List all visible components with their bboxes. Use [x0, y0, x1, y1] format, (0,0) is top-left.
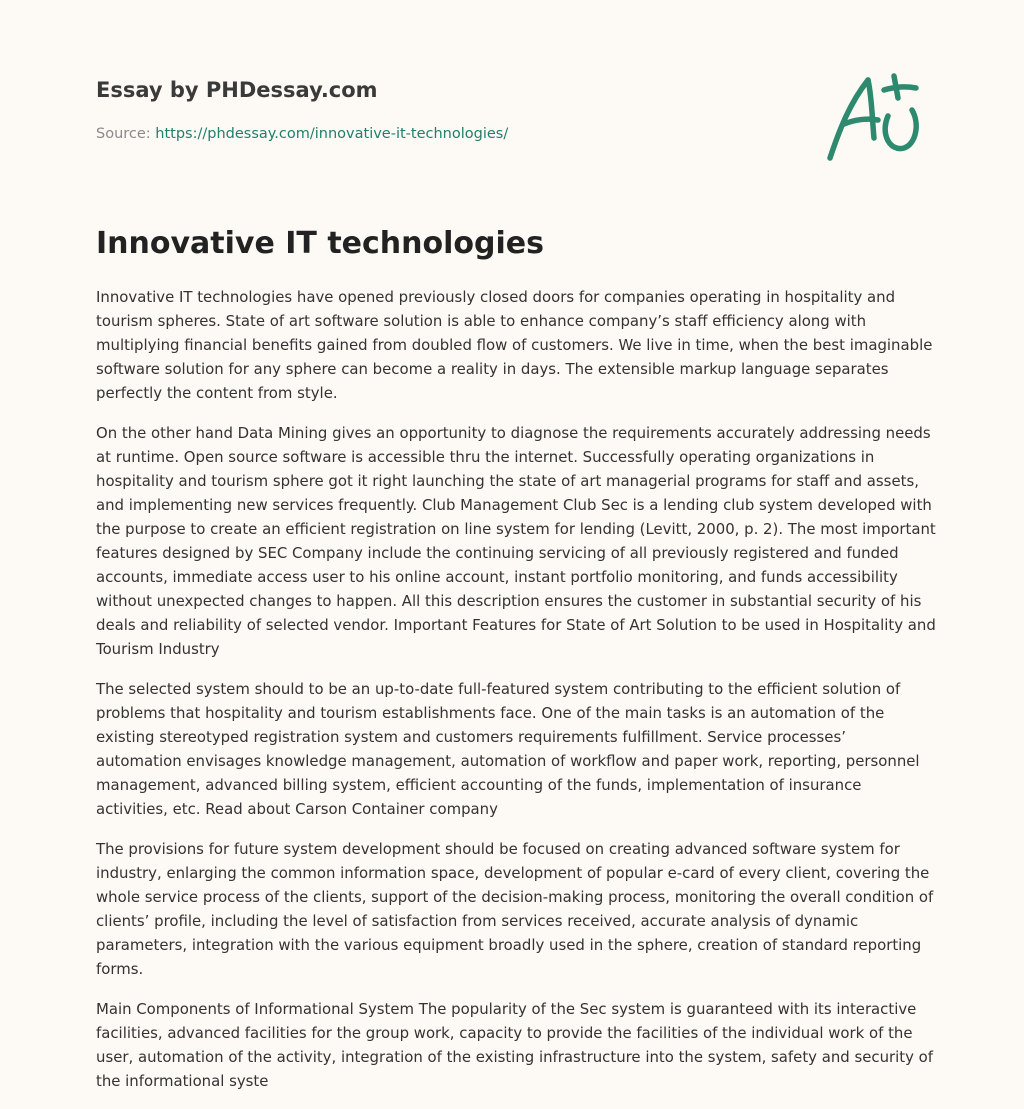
site-brand: Essay by PHDessay.com [96, 78, 378, 102]
article-body [96, 285, 936, 1109]
paragraph: The provisions for future system development should be focused on creating advanced software system for industry, enlarging the common information space, development of popular e-card of every client, covering the whole service process of the clients, support of the decision-making process, monitoring the overall condition of clients’ profile, including the level of satisfaction from services received, accurate analysis of dynamic parameters, integration with the various equipment broadly used in the sphere, creation of standard reporting forms. [96, 840, 934, 978]
article-title: Innovative IT technologies [96, 226, 544, 261]
a-plus-logo-icon [820, 68, 930, 168]
paragraph: Innovative IT technologies have opened previously closed doors for companies operating in hospitality and tourism spheres. State of art software solution is able to enhance company’s staff efficiency along with multiplying financial benefits gained from doubled flow of customers. We live in time, when the best imaginable software solution for any sphere can become a reality in days. The extensible markup language separates perfectly the content from style. [96, 288, 933, 402]
paragraph: The selected system should to be an up-to-date full-featured system contributing to the efficient solution of problems that hospitality and tourism establishments face. One of the main tasks is an automation of the existing stereotyped registration system and customers requirements fulfillment. Service processes’ automation envisages knowledge management, automation of workflow and paper work, reporting, personnel management, advanced billing system, efficient accounting of the funds, implementation of insurance activities, etc. Read about Carson Container company [96, 680, 920, 818]
paragraph: Main Components of Informational System The popularity of the Sec system is guaranteed with its interactive facilities, advanced facilities for the group work, capacity to provide the facilities of the individual work of the user, automation of the activity, integration of the existing infrastructure into the system, safety and security of the informational syste [96, 1000, 934, 1090]
paragraph: On the other hand Data Mining gives an opportunity to diagnose the requirements accurately addressing needs at runtime. Open source software is accessible thru the internet. Successfully operating organizations in hospitality and tourism sphere got it right launching the state of art managerial programs for staff and assets, and implementing new services frequently. Club Management Club Sec is a lending club system developed with the purpose to create an efficient registration on line system for lending (Levitt, 2000, p. 2). The most important features designed by SEC Company include the continuing servicing of all previously registered and funded accounts, immediate access user to his online account, instant portfolio monitoring, and funds accessibility without unexpected changes to happen. All this description ensures the customer in substantial security of his deals and reliability of selected vendor. Important Features for State of Art Solution to be used in Hospitality and Tourism Industry [96, 424, 936, 658]
page-header [96, 76, 796, 144]
source-label: Source: [96, 126, 156, 142]
source-line [96, 124, 796, 144]
source-link[interactable]: https://phdessay.com/innovative-it-technologies/ [155, 126, 509, 142]
